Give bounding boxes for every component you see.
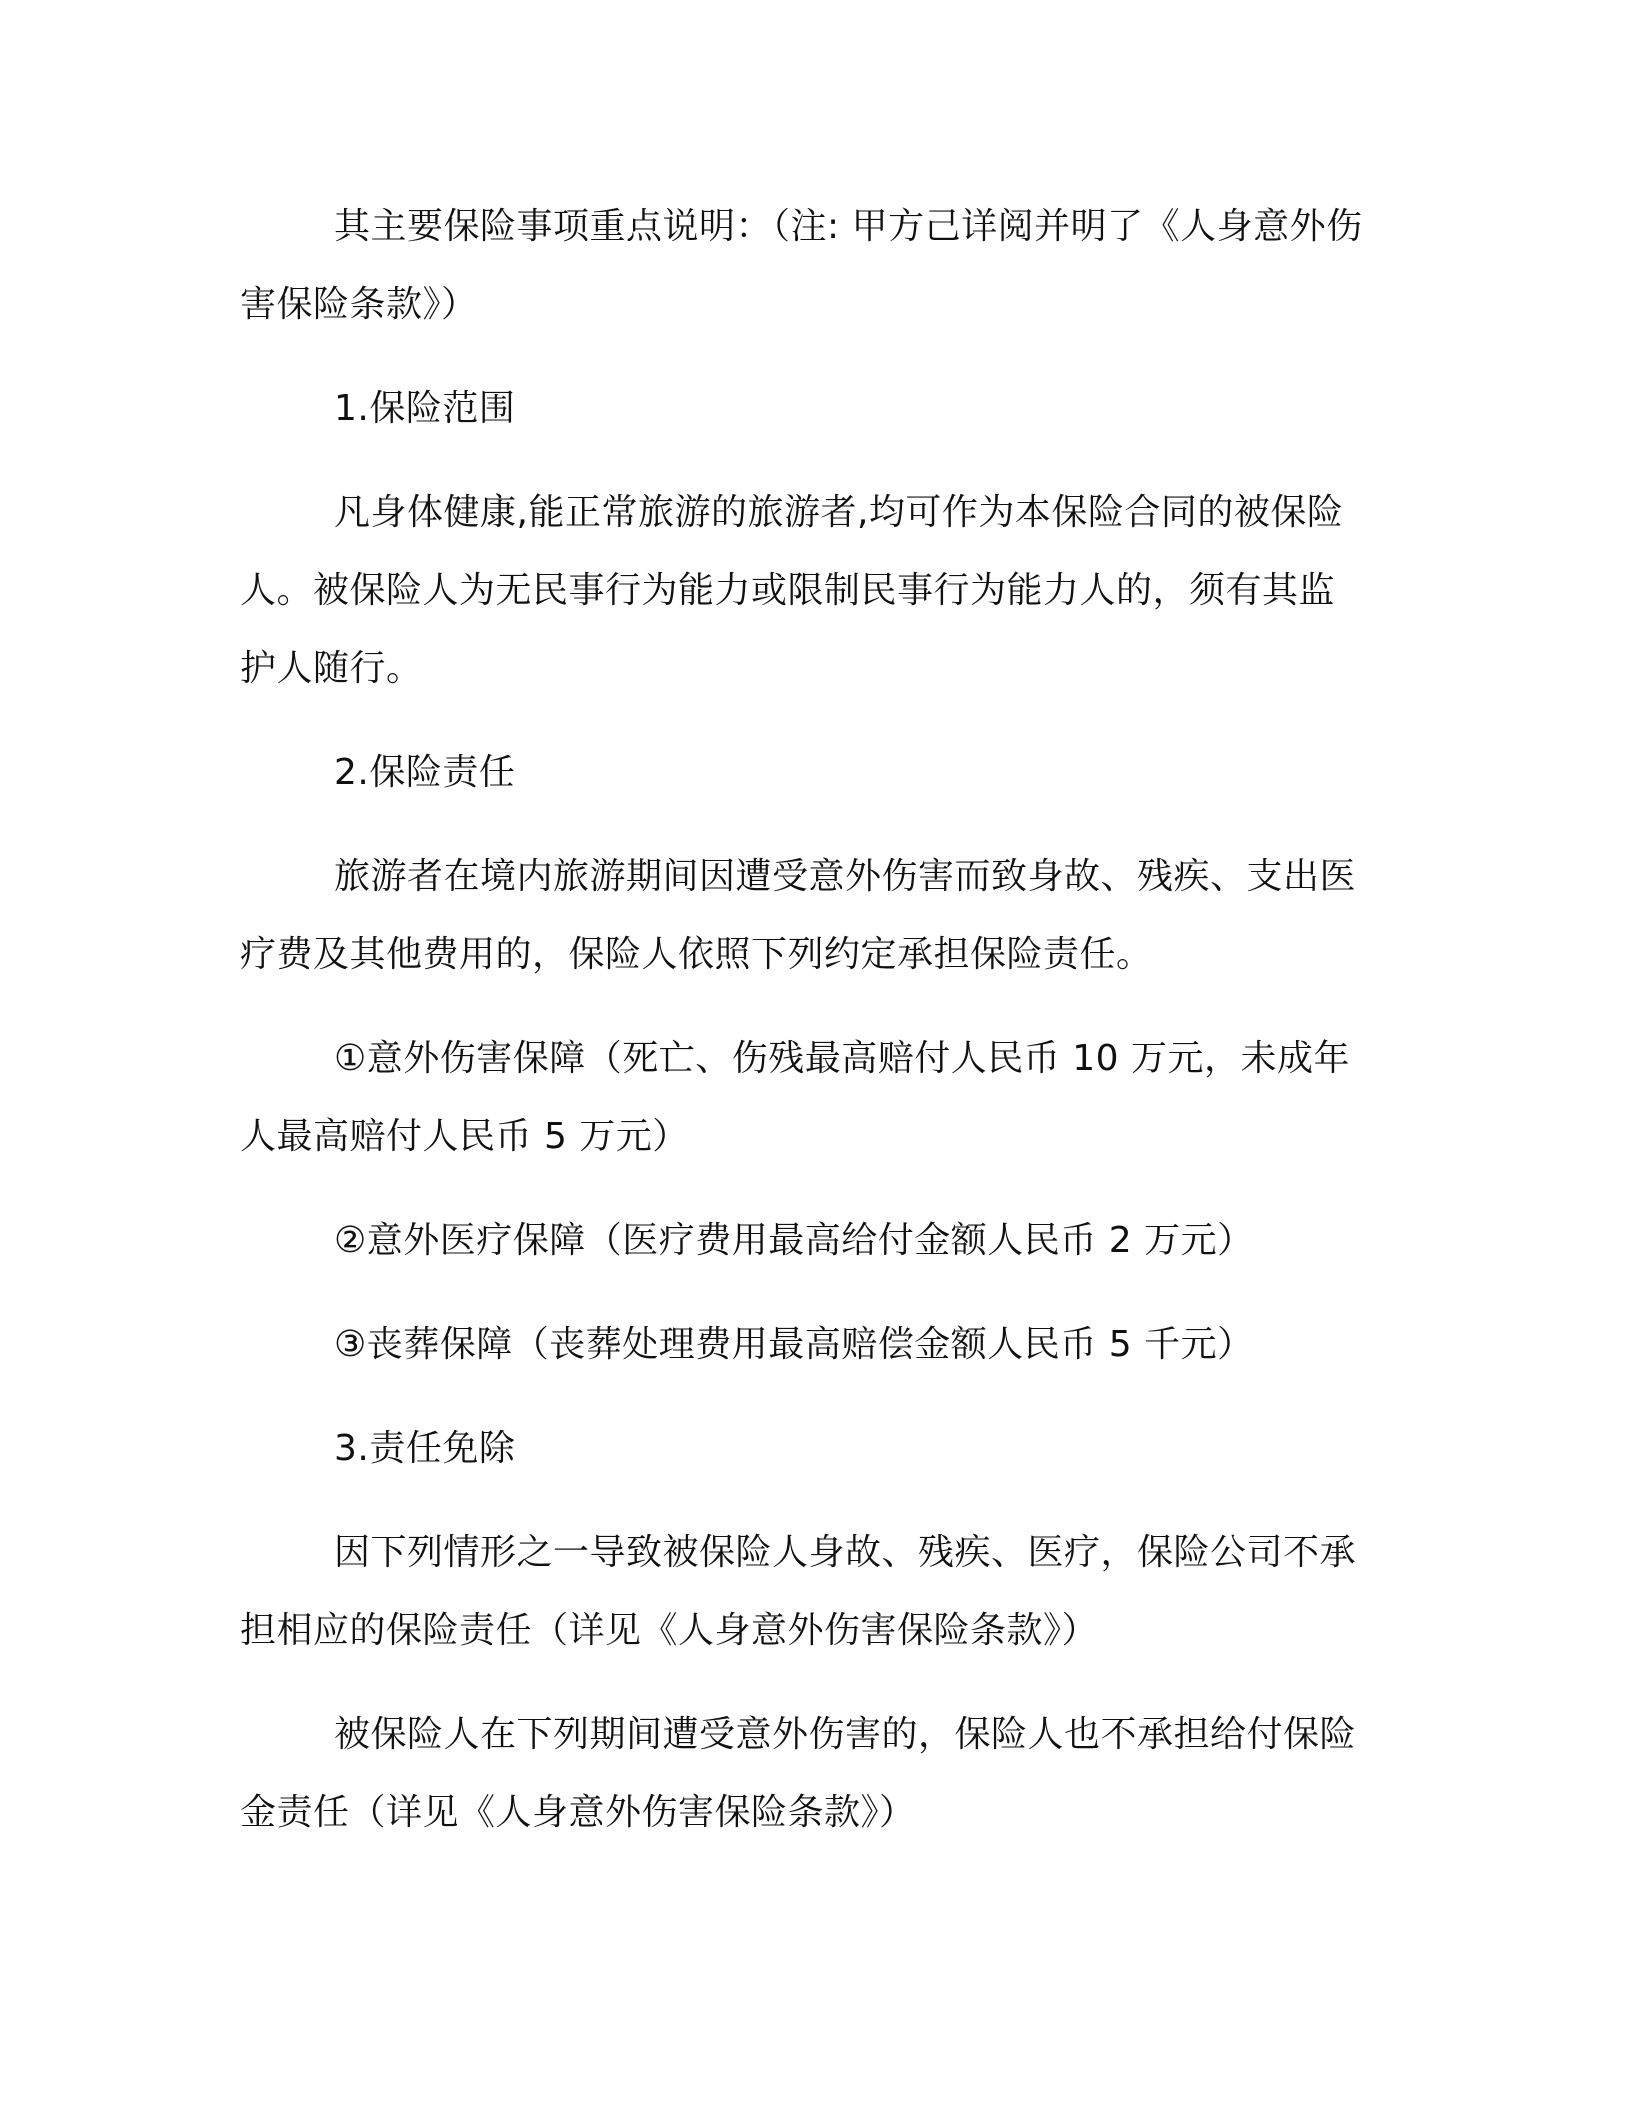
intro-paragraph: 其主要保险事项重点说明：（注: 甲方己详阅并明了《人身意外伤害保险条款》） xyxy=(240,206,1363,325)
accident-medical-coverage: ②意外医疗保障（医疗费用最高给付金额人民币 2 万元） xyxy=(334,1220,1254,1261)
section-heading-insurance-scope: 1.保险范围 xyxy=(334,388,516,429)
insurance-scope-paragraph: 凡身体健康,能正常旅游的旅游者,均可作为本保险合同的被保险人。被保险人为无民事行为能力或限制民事行为能力人的，须有其监护人随行。 xyxy=(240,492,1344,689)
exclusions-paragraph-1: 因下列情形之一导致被保险人身故、残疾、医疗，保险公司不承担相应的保险责任（详见《人身意外伤害保险条款》） xyxy=(240,1532,1357,1651)
section-heading-exclusions: 3.责任免除 xyxy=(334,1428,516,1469)
exclusions-paragraph-2: 被保险人在下列期间遭受意外伤害的，保险人也不承担给付保险金责任（详见《人身意外伤害保险条款》） xyxy=(240,1714,1357,1833)
section-heading-insurance-liability: 2.保险责任 xyxy=(334,752,516,793)
document-body xyxy=(240,188,1370,1878)
insurance-liability-paragraph: 旅游者在境内旅游期间因遭受意外伤害而致身故、残疾、支出医疗费及其他费用的，保险人依照下列约定承担保险责任。 xyxy=(240,856,1357,975)
accident-injury-coverage: ①意外伤害保障（死亡、伤残最高赔付人民币 10 万元，未成年人最高赔付人民币 5 万元） xyxy=(240,1038,1350,1157)
funeral-coverage: ③丧葬保障（丧葬处理费用最高赔偿金额人民币 5 千元） xyxy=(334,1324,1254,1365)
